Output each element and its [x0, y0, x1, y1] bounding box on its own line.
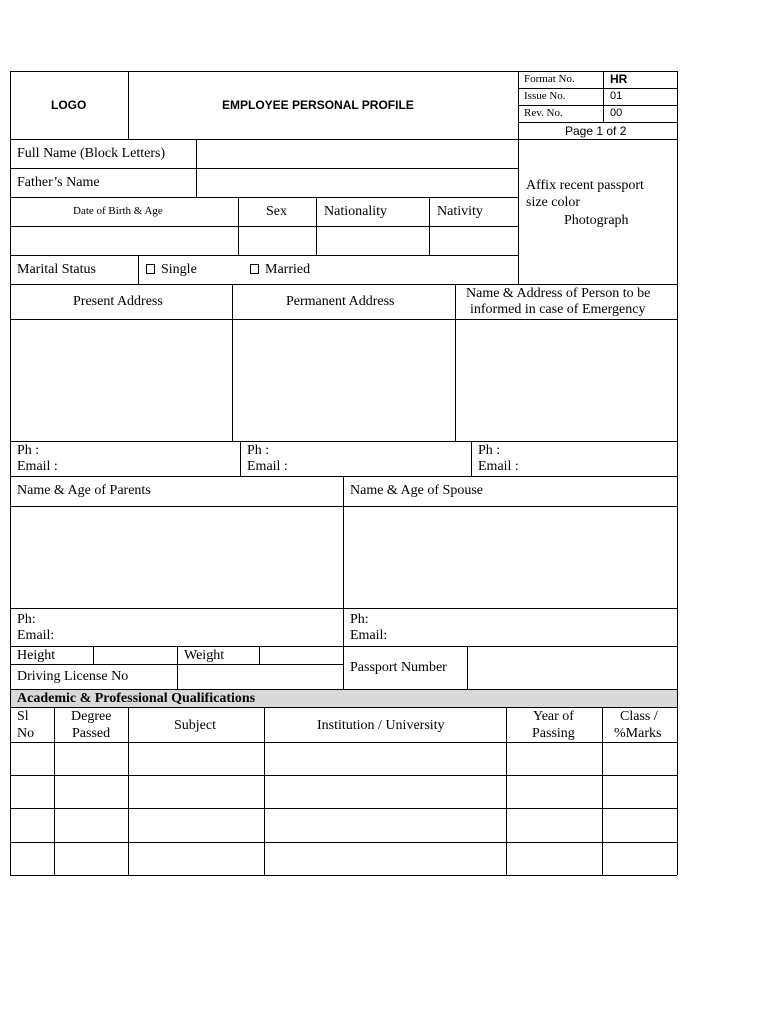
nativity-label: Nativity	[437, 204, 483, 219]
passport-number-field[interactable]	[468, 647, 677, 689]
present-ph-label: Ph :	[17, 443, 40, 458]
col-subject: Subject	[174, 718, 216, 733]
married-label: Married	[265, 262, 311, 277]
married-option[interactable]	[250, 263, 310, 277]
height-label: Height	[17, 648, 56, 663]
col-sl-line1: Sl	[17, 709, 29, 724]
photo-instruction-line2: size color	[526, 195, 581, 210]
emergency-email-label: Email :	[478, 459, 519, 474]
nativity-field[interactable]	[430, 227, 518, 255]
spouse-ph-label: Ph:	[350, 612, 369, 627]
married-checkbox[interactable]	[250, 264, 259, 274]
permanent-address-label: Permanent Address	[286, 294, 395, 309]
col-year-line2: Passing	[532, 726, 575, 741]
col-sl-line2: No	[17, 726, 35, 741]
col-degree-line2: Passed	[72, 726, 111, 741]
parents-label: Name & Age of Parents	[17, 483, 151, 498]
parents-email-label: Email:	[17, 628, 55, 643]
format-no-value[interactable]: HR	[610, 72, 628, 86]
full-name-label: Full Name (Block Letters)	[17, 146, 166, 161]
emergency-contact-label-line1: Name & Address of Person to be	[466, 286, 651, 301]
single-label: Single	[161, 262, 197, 277]
qualification-row[interactable]	[11, 743, 677, 775]
issue-no-label: Issue No.	[524, 90, 566, 102]
rev-no-label: Rev. No.	[524, 107, 563, 119]
emergency-contact-label-line2: informed in case of Emergency	[470, 302, 646, 317]
nationality-field[interactable]	[317, 227, 429, 255]
qualification-row[interactable]	[11, 843, 677, 875]
parents-field[interactable]	[11, 507, 343, 608]
spouse-label: Name & Age of Spouse	[350, 483, 483, 498]
nationality-label: Nationality	[324, 204, 387, 219]
spouse-email-label: Email:	[350, 628, 388, 643]
issue-no-value[interactable]: 01	[610, 90, 623, 102]
qualification-row[interactable]	[11, 776, 677, 808]
permanent-ph-label: Ph :	[247, 443, 270, 458]
driving-license-label: Driving License No	[17, 669, 129, 684]
father-name-label: Father’s Name	[17, 175, 100, 190]
col-degree-line1: Degree	[71, 709, 112, 724]
height-field[interactable]	[94, 647, 177, 664]
weight-label: Weight	[184, 648, 225, 663]
col-institution: Institution / University	[317, 718, 445, 733]
single-checkbox[interactable]	[146, 264, 155, 274]
permanent-address-field[interactable]	[233, 320, 455, 441]
permanent-email-label: Email :	[247, 459, 288, 474]
single-option[interactable]	[146, 263, 197, 277]
spouse-field[interactable]	[344, 507, 677, 608]
qualification-row[interactable]	[11, 809, 677, 842]
dob-age-label: Date of Birth & Age	[73, 205, 163, 217]
sex-field[interactable]	[239, 227, 316, 255]
driving-license-field[interactable]	[178, 665, 343, 689]
dob-age-field[interactable]	[11, 227, 238, 255]
full-name-field[interactable]	[197, 140, 518, 168]
present-address-field[interactable]	[11, 320, 232, 441]
format-no-label: Format No.	[524, 73, 575, 85]
col-class-line2: %Marks	[614, 726, 662, 741]
document-title: EMPLOYEE PERSONAL PROFILE	[222, 98, 414, 112]
emergency-ph-label: Ph :	[478, 443, 501, 458]
weight-field[interactable]	[260, 647, 343, 664]
col-class-line1: Class /	[620, 709, 658, 724]
photo-instruction-line3: Photograph	[564, 213, 629, 228]
marital-status-label: Marital Status	[17, 262, 96, 277]
father-name-field[interactable]	[197, 169, 518, 197]
passport-number-label: Passport Number	[350, 660, 447, 675]
emergency-contact-field[interactable]	[456, 320, 677, 441]
present-address-label: Present Address	[73, 294, 163, 309]
page-number: Page 1 of 2	[565, 124, 627, 138]
rev-no-value[interactable]: 00	[610, 107, 623, 119]
present-email-label: Email :	[17, 459, 58, 474]
photo-instruction-line1: Affix recent passport	[526, 178, 644, 193]
logo-placeholder: LOGO	[51, 98, 87, 112]
qualifications-section-title: Academic & Professional Qualifications	[17, 691, 256, 706]
parents-ph-label: Ph:	[17, 612, 36, 627]
sex-label: Sex	[266, 204, 287, 219]
col-year-line1: Year of	[533, 709, 574, 724]
